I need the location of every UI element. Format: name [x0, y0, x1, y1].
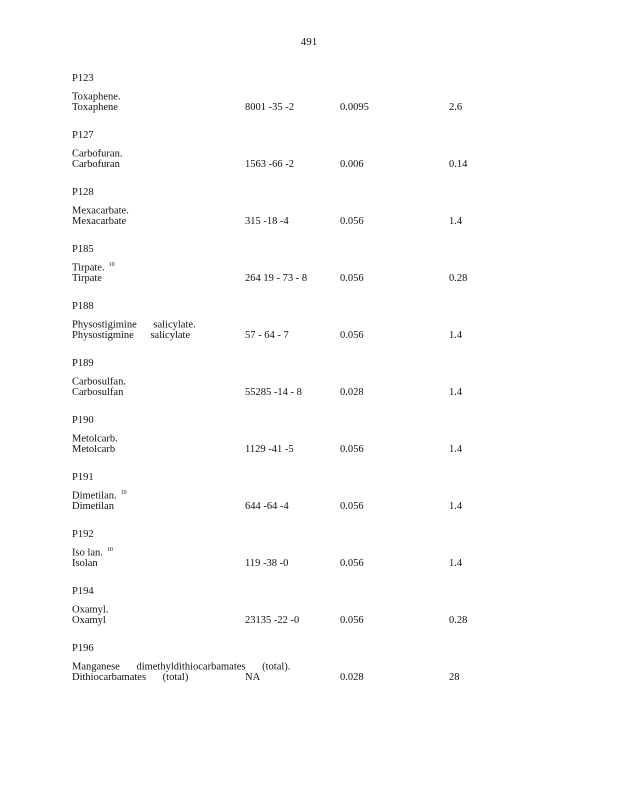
waste-code: P191	[72, 472, 94, 483]
constituent-name: Toxaphene	[72, 102, 118, 113]
nonwastewater-value: 0.28	[449, 273, 468, 284]
wastewater-value: 0.028	[340, 672, 364, 683]
wastewater-value: 0.056	[340, 330, 364, 341]
wastewater-value: 0.056	[340, 216, 364, 227]
waste-title: Carbofuran.	[72, 148, 123, 159]
waste-code: P185	[72, 244, 94, 255]
nonwastewater-value: 0.14	[449, 159, 468, 170]
waste-title: Carbosulfan.	[72, 376, 126, 387]
waste-title: Toxaphene.	[72, 91, 121, 102]
cas-number: 1563 -66 -2	[245, 159, 294, 170]
waste-title: Manganese dimethyldithiocarbamates (total).	[72, 661, 291, 672]
wastewater-value: 0.056	[340, 558, 364, 569]
nonwastewater-value: 2.6	[449, 102, 463, 113]
waste-code-list	[72, 72, 592, 699]
waste-entry	[72, 243, 592, 300]
waste-title: Dimetilan. $^{10}$	[72, 489, 127, 501]
wastewater-value: 0.028	[340, 387, 364, 398]
cas-number: 55285 -14 - 8	[245, 387, 302, 398]
cas-number: 57 - 64 - 7	[245, 330, 289, 341]
constituent-name: Carbofuran	[72, 159, 120, 170]
waste-entry	[72, 528, 592, 585]
waste-entry	[72, 129, 592, 186]
wastewater-value: 0.056	[340, 615, 364, 626]
cas-number: 119 -38 -0	[245, 558, 289, 569]
page-number: 491	[300, 36, 318, 48]
constituent-name: Mexacarbate	[72, 216, 127, 227]
constituent-name: Isolan	[72, 558, 98, 569]
waste-entry	[72, 300, 592, 357]
waste-title: Mexacarbate.	[72, 205, 129, 216]
constituent-name: Dimetilan	[72, 501, 114, 512]
nonwastewater-value: 1.4	[449, 444, 463, 455]
cas-number: 644 -64 -4	[245, 501, 289, 512]
wastewater-value: 0.056	[340, 273, 364, 284]
constituent-name: Oxamyl	[72, 615, 106, 626]
nonwastewater-value: 0.28	[449, 615, 468, 626]
waste-title: Physostigimine salicylate.	[72, 319, 196, 330]
nonwastewater-value: 1.4	[449, 216, 463, 227]
constituent-name: Tirpate	[72, 273, 102, 284]
waste-entry	[72, 357, 592, 414]
waste-entry	[72, 186, 592, 243]
waste-code: P127	[72, 130, 94, 141]
footnote-mark: 10	[120, 489, 127, 496]
cas-number: 23135 -22 -0	[245, 615, 300, 626]
cas-number: 315 -18 -4	[245, 216, 289, 227]
waste-code: P189	[72, 358, 94, 369]
waste-entry	[72, 471, 592, 528]
constituent-name: Physostigmine salicylate	[72, 330, 191, 341]
wastewater-value: 0.0095	[340, 102, 369, 113]
footnote-mark: 10	[106, 546, 113, 553]
constituent-name: Carbosulfan	[72, 387, 124, 398]
waste-code: P128	[72, 187, 94, 198]
waste-code: P188	[72, 301, 94, 312]
wastewater-value: 0.056	[340, 501, 364, 512]
waste-code: P190	[72, 415, 94, 426]
waste-entry	[72, 642, 592, 699]
waste-entry	[72, 585, 592, 642]
waste-code: P196	[72, 643, 94, 654]
nonwastewater-value: 1.4	[449, 558, 463, 569]
waste-title: Oxamyl.	[72, 604, 109, 615]
waste-title: Metolcarb.	[72, 433, 118, 444]
waste-title: Iso lan. $^{10}$	[72, 546, 113, 558]
footnote-mark: 10	[108, 261, 115, 268]
waste-entry	[72, 414, 592, 471]
waste-code: P192	[72, 529, 94, 540]
nonwastewater-value: 1.4	[449, 330, 463, 341]
waste-entry	[72, 72, 592, 129]
cas-number: NA	[245, 672, 261, 683]
constituent-name: Metolcarb	[72, 444, 116, 455]
cas-number: 8001 -35 -2	[245, 102, 294, 113]
nonwastewater-value: 28	[449, 672, 460, 683]
cas-number: 264 19 - 73 - 8	[245, 273, 308, 284]
waste-code: P194	[72, 586, 94, 597]
wastewater-value: 0.056	[340, 444, 364, 455]
cas-number: 1129 -41 -5	[245, 444, 294, 455]
waste-code: P123	[72, 73, 94, 84]
constituent-name: Dithiocarbamates (total)	[72, 672, 189, 683]
nonwastewater-value: 1.4	[449, 387, 463, 398]
wastewater-value: 0.006	[340, 159, 364, 170]
nonwastewater-value: 1.4	[449, 501, 463, 512]
waste-title: Tirpate. $^{10}$	[72, 261, 115, 273]
